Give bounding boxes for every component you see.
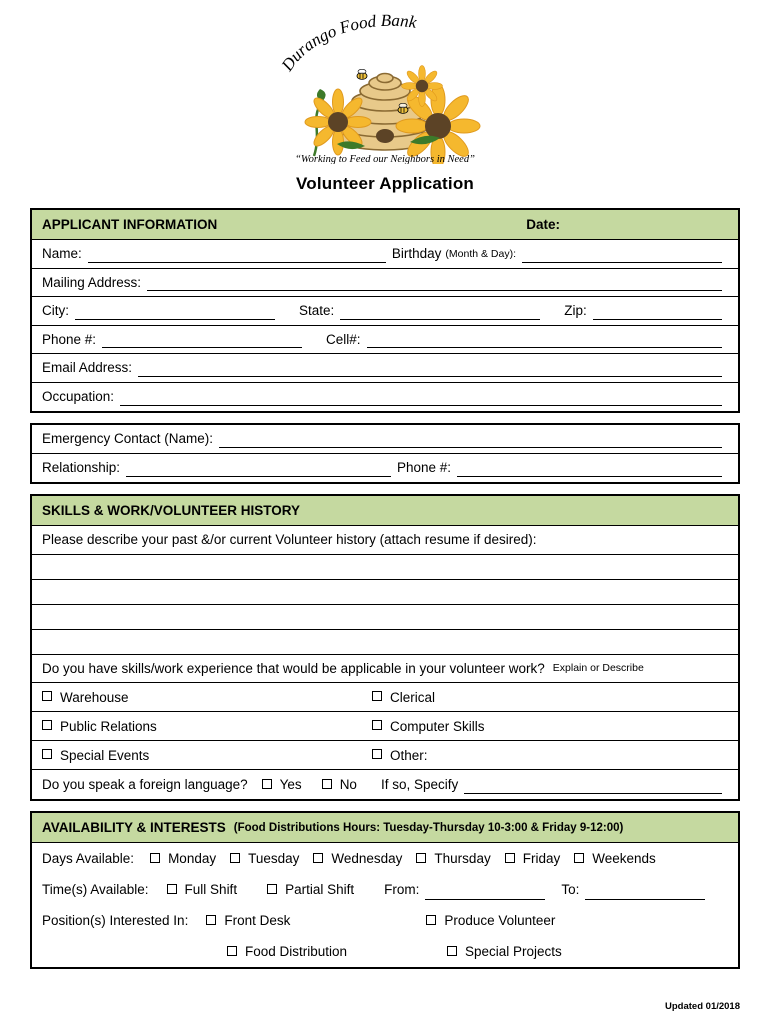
partial-shift-label: Partial Shift bbox=[285, 882, 355, 897]
from-time-input[interactable] bbox=[425, 898, 545, 900]
city-state-zip-row bbox=[32, 297, 738, 326]
wednesday-label: Wednesday bbox=[331, 851, 403, 866]
cell-label: Cell#: bbox=[326, 331, 361, 347]
computer-skills-label: Computer Skills bbox=[390, 718, 485, 734]
special-events-label: Special Events bbox=[60, 747, 150, 763]
to-time-input[interactable] bbox=[585, 898, 705, 900]
occupation-input[interactable] bbox=[120, 404, 722, 406]
occupation-label: Occupation: bbox=[42, 389, 115, 405]
experience-prompt-row bbox=[32, 655, 738, 684]
tuesday-label: Tuesday bbox=[248, 851, 300, 866]
to-label: To: bbox=[561, 882, 580, 897]
zip-input[interactable] bbox=[593, 318, 722, 320]
language-specify-input[interactable] bbox=[464, 792, 722, 794]
page-title: Volunteer Application bbox=[296, 174, 474, 193]
language-specify-label: If so, Specify bbox=[380, 777, 459, 792]
phone-label: Phone #: bbox=[42, 331, 97, 347]
state-input[interactable] bbox=[340, 318, 540, 320]
monday-label: Monday bbox=[168, 851, 217, 866]
availability-band bbox=[32, 813, 738, 843]
other-checkbox[interactable] bbox=[372, 749, 382, 759]
occupation-row bbox=[32, 383, 738, 412]
email-label: Email Address: bbox=[42, 360, 133, 376]
birthday-note: (Month & Day): bbox=[445, 247, 516, 260]
thursday-label: Thursday bbox=[434, 851, 491, 866]
special-events-checkbox[interactable] bbox=[42, 749, 52, 759]
front-desk-checkbox[interactable] bbox=[206, 915, 216, 925]
foreign-language-row bbox=[32, 770, 738, 799]
name-row bbox=[32, 240, 738, 269]
durango-food-bank-logo bbox=[270, 14, 500, 164]
weekends-label: Weekends bbox=[592, 851, 656, 866]
phone-cell-row bbox=[32, 326, 738, 355]
relationship-label: Relationship: bbox=[42, 460, 121, 476]
svg-text:Durango Food Bank: Durango Food Bank bbox=[277, 14, 418, 75]
times-available-label-wrap bbox=[42, 882, 149, 897]
tuesday-checkbox[interactable] bbox=[230, 853, 240, 863]
relationship-row bbox=[32, 454, 738, 483]
name-input[interactable] bbox=[88, 261, 386, 263]
state-label: State: bbox=[299, 303, 335, 319]
days-available-label-wrap bbox=[42, 851, 134, 866]
days-available-label: Days Available: bbox=[42, 851, 135, 866]
skills-checkbox-row-3 bbox=[32, 741, 738, 770]
emergency-contact-input[interactable] bbox=[219, 446, 722, 448]
applicant-information-title: APPLICANT INFORMATION bbox=[42, 217, 218, 232]
positions-label: Position(s) Interested In: bbox=[42, 913, 189, 928]
applicant-information-band bbox=[32, 210, 738, 240]
skills-history-section bbox=[30, 494, 740, 801]
wednesday-checkbox[interactable] bbox=[313, 853, 323, 863]
logo-area bbox=[30, 14, 740, 164]
emergency-contact-row bbox=[32, 425, 738, 454]
days-available-row bbox=[32, 843, 738, 874]
experience-prompt: Do you have skills/work experience that would be applicable in your volunteer work? bbox=[42, 660, 545, 676]
special-projects-checkbox[interactable] bbox=[447, 946, 457, 956]
skills-checkbox-row-1 bbox=[32, 683, 738, 712]
emergency-phone-input[interactable] bbox=[457, 475, 722, 477]
skills-history-title: SKILLS & WORK/VOLUNTEER HISTORY bbox=[42, 503, 301, 518]
availability-hours: (Food Distributions Hours: Tuesday-Thursday 10-3:00 & Friday 9-12:00) bbox=[233, 821, 624, 834]
clerical-label: Clerical bbox=[390, 689, 436, 705]
food-distribution-checkbox[interactable] bbox=[227, 946, 237, 956]
skills-history-band bbox=[32, 496, 738, 526]
history-line-1[interactable] bbox=[32, 555, 738, 580]
thursday-checkbox[interactable] bbox=[416, 853, 426, 863]
emergency-contact-section bbox=[30, 423, 740, 484]
to-label-wrap bbox=[561, 882, 579, 897]
footer-updated: Updated 01/2018 bbox=[665, 1001, 740, 1012]
full-shift-label: Full Shift bbox=[184, 882, 238, 897]
positions-row-1 bbox=[32, 905, 738, 936]
other-label: Other: bbox=[390, 747, 428, 763]
from-label-wrap bbox=[384, 882, 419, 897]
mailing-address-label: Mailing Address: bbox=[42, 274, 142, 290]
language-no-checkbox[interactable] bbox=[322, 779, 332, 789]
produce-volunteer-checkbox[interactable] bbox=[426, 915, 436, 925]
food-distribution-label: Food Distribution bbox=[245, 944, 348, 959]
language-no-label: No bbox=[339, 777, 357, 792]
applicant-information-section bbox=[30, 208, 740, 413]
cell-input[interactable] bbox=[367, 346, 722, 348]
history-line-3[interactable] bbox=[32, 605, 738, 630]
emergency-phone-label: Phone #: bbox=[397, 460, 452, 476]
weekends-checkbox[interactable] bbox=[574, 853, 584, 863]
city-label: City: bbox=[42, 303, 69, 319]
phone-input[interactable] bbox=[102, 346, 302, 348]
public-relations-label: Public Relations bbox=[60, 718, 157, 734]
from-label: From: bbox=[384, 882, 420, 897]
history-line-4[interactable] bbox=[32, 630, 738, 655]
warehouse-checkbox[interactable] bbox=[42, 691, 52, 701]
times-available-row bbox=[32, 874, 738, 905]
city-input[interactable] bbox=[75, 318, 275, 320]
warehouse-label: Warehouse bbox=[60, 689, 129, 705]
birthday-label: Birthday bbox=[391, 246, 442, 262]
date-label: Date: bbox=[526, 217, 560, 232]
friday-checkbox[interactable] bbox=[505, 853, 515, 863]
history-prompt-row bbox=[32, 526, 738, 555]
partial-shift-checkbox[interactable] bbox=[267, 884, 277, 894]
mailing-address-row bbox=[32, 269, 738, 298]
friday-label: Friday bbox=[522, 851, 561, 866]
availability-interests-section bbox=[30, 811, 740, 969]
positions-row-2 bbox=[32, 936, 738, 967]
monday-checkbox[interactable] bbox=[150, 853, 160, 863]
emergency-contact-label: Emergency Contact (Name): bbox=[42, 431, 214, 447]
front-desk-label: Front Desk bbox=[224, 913, 291, 928]
email-input[interactable] bbox=[138, 375, 722, 377]
public-relations-checkbox[interactable] bbox=[42, 720, 52, 730]
name-label: Name: bbox=[42, 246, 82, 262]
language-yes-label: Yes bbox=[279, 777, 302, 792]
history-line-2[interactable] bbox=[32, 580, 738, 605]
produce-volunteer-label: Produce Volunteer bbox=[444, 913, 556, 928]
times-available-label: Time(s) Available: bbox=[42, 882, 149, 897]
computer-skills-checkbox[interactable] bbox=[372, 720, 382, 730]
logo-tagline: “Working to Feed our Neighbors in Need” bbox=[295, 154, 475, 164]
skills-checkbox-row-2 bbox=[32, 712, 738, 741]
full-shift-checkbox[interactable] bbox=[167, 884, 177, 894]
special-projects-label: Special Projects bbox=[465, 944, 562, 959]
relationship-input[interactable] bbox=[126, 475, 391, 477]
email-row bbox=[32, 354, 738, 383]
history-prompt: Please describe your past &/or current Volunteer history (attach resume if desired): bbox=[42, 532, 537, 548]
language-yes-checkbox[interactable] bbox=[262, 779, 272, 789]
mailing-address-input[interactable] bbox=[147, 289, 722, 291]
clerical-checkbox[interactable] bbox=[372, 691, 382, 701]
foreign-language-prompt: Do you speak a foreign language? bbox=[42, 777, 248, 792]
zip-label: Zip: bbox=[564, 303, 587, 319]
experience-note: Explain or Describe bbox=[552, 662, 644, 675]
availability-title: AVAILABILITY & INTERESTS bbox=[42, 820, 226, 835]
birthday-input[interactable] bbox=[522, 261, 722, 263]
